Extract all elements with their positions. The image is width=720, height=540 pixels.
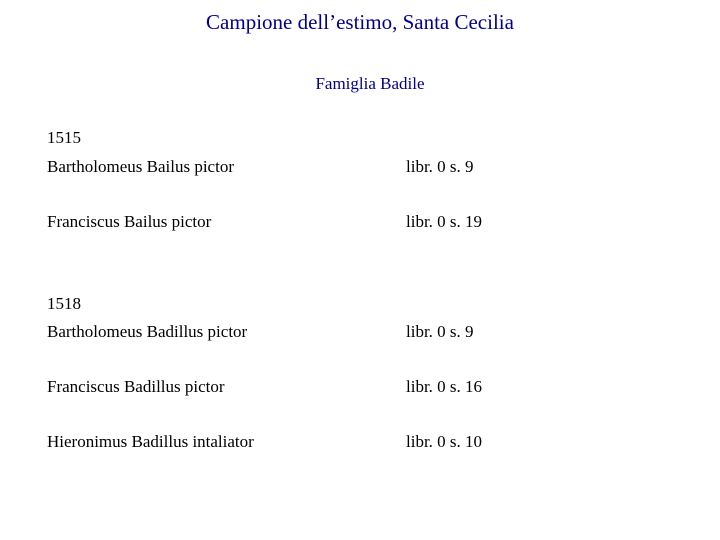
record-name: Franciscus Badillus pictor — [47, 377, 225, 396]
page-title: Campione dell’estimo, Santa Cecilia — [206, 10, 514, 34]
record-row — [0, 157, 720, 179]
record-name: Hieronimus Badillus intaliator — [47, 432, 254, 451]
record-amount: libr. 0 s. 9 — [406, 322, 474, 341]
record-amount: libr. 0 s. 16 — [406, 377, 483, 396]
year-label: 1518 — [47, 294, 81, 313]
record-name: Franciscus Bailus pictor — [47, 212, 212, 231]
record-name: Bartholomeus Badillus pictor — [47, 322, 248, 341]
family-subtitle: Famiglia Badile — [315, 74, 425, 93]
record-name: Bartholomeus Bailus pictor — [47, 157, 234, 176]
record-amount: libr. 0 s. 19 — [406, 212, 483, 231]
record-row — [0, 322, 720, 344]
record-row — [0, 212, 720, 234]
record-amount: libr. 0 s. 9 — [406, 157, 474, 176]
record-row — [0, 377, 720, 399]
record-amount: libr. 0 s. 10 — [406, 432, 483, 451]
year-label: 1515 — [47, 128, 81, 147]
record-row — [0, 432, 720, 454]
